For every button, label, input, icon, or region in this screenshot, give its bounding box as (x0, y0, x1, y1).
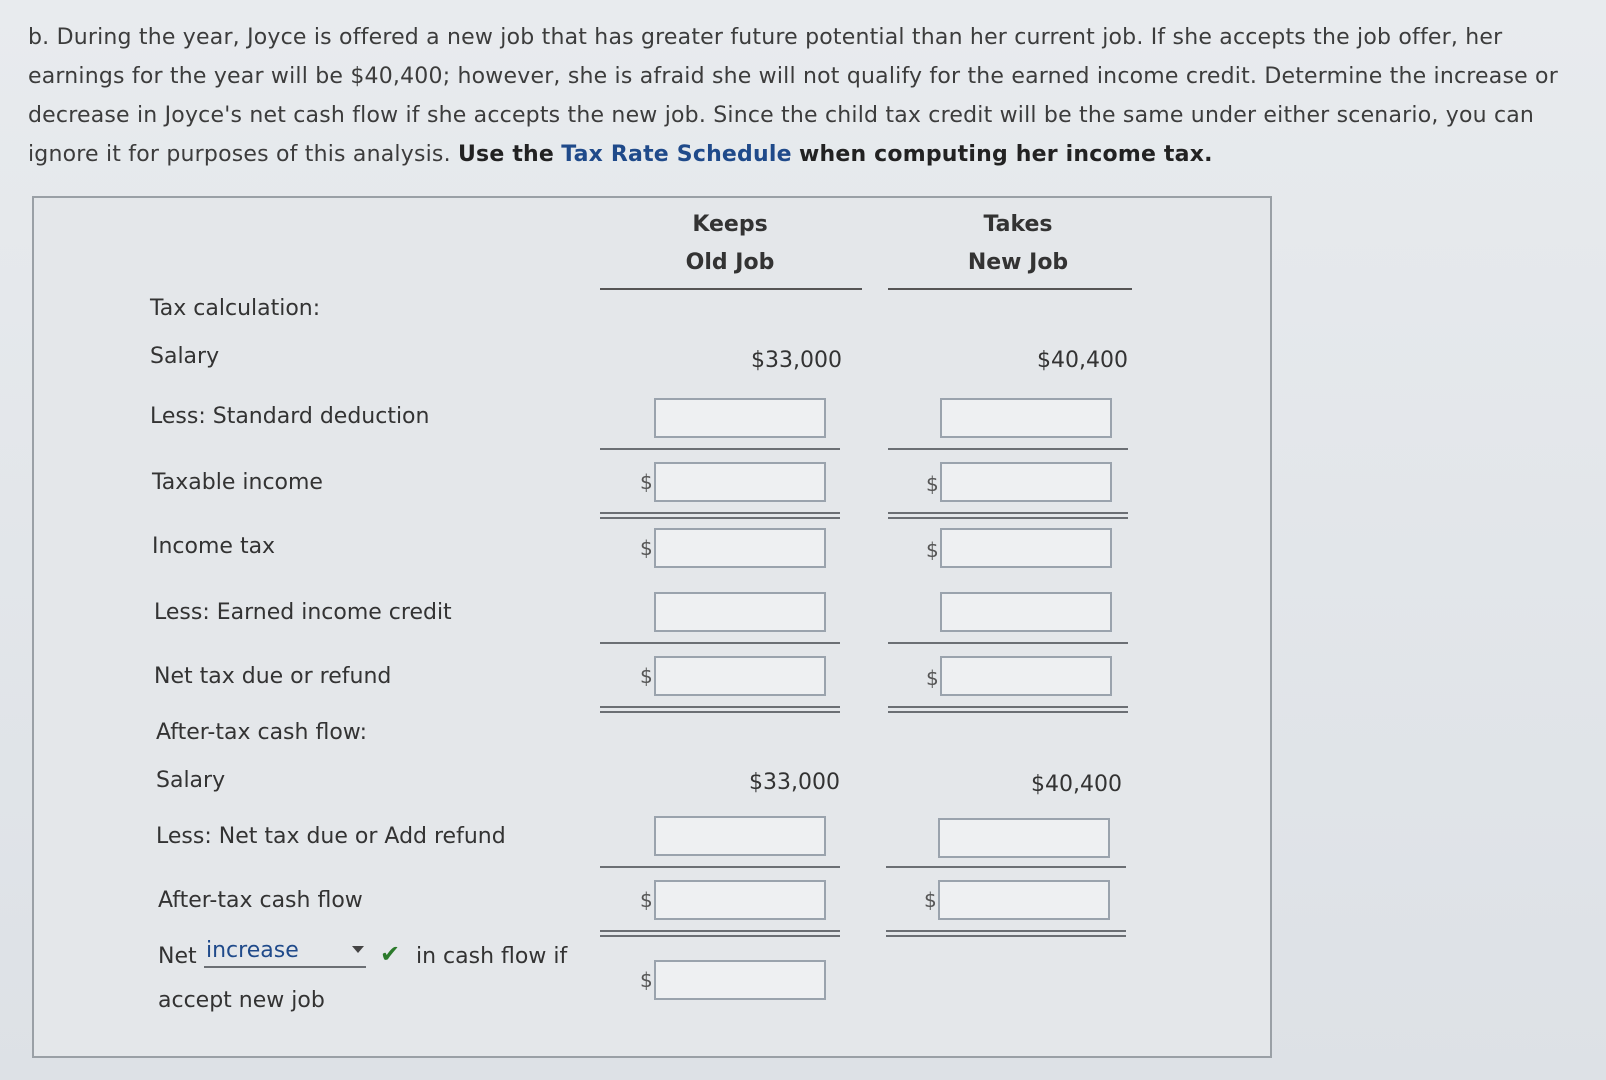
dollar-sign: $ (924, 888, 937, 912)
worksheet-panel (32, 196, 1272, 1058)
col-header-new-line1: Takes (983, 212, 1053, 237)
rule-after-tax-new (886, 930, 1126, 937)
taxable-income-label: Taxable income (152, 470, 323, 495)
old-net-tax-input[interactable] (654, 656, 826, 696)
col-header-new-line2: New Job (967, 250, 1069, 275)
rule-taxable-new (888, 512, 1128, 519)
salary2-label: Salary (156, 768, 226, 793)
col-header-old-job (600, 206, 860, 282)
question-prefix: b. (28, 25, 50, 50)
old-income-tax-input[interactable] (654, 528, 826, 568)
income-tax-label: Income tax (152, 534, 276, 559)
after-tax-heading: After-tax cash flow: (156, 720, 367, 745)
rule-net-tax-new (888, 706, 1128, 713)
dollar-sign: $ (640, 536, 653, 560)
question-body: During the year, Joyce is offered a new job that has greater future potential than her current job. If she accepts the job offer, her earnings for the year will be $40,400; however, she is afraid she will not qualify for the earned income credit. Determine the increase or decrease in Joyce's net cash flow if she accepts the new job. Since the child tax credit will be the same under either scenario, you can ignore it for purposes of this analysis. (28, 25, 1558, 167)
question-instruction-2: when computing her income tax. (798, 142, 1213, 167)
new-net-tax-input[interactable] (940, 656, 1112, 696)
new-after-tax-input[interactable] (938, 880, 1110, 920)
dropdown-selected-value: increase (206, 938, 299, 963)
old-after-tax-input[interactable] (654, 880, 826, 920)
old-salary2-value: $33,000 (749, 770, 840, 795)
dollar-sign: $ (926, 538, 939, 562)
chevron-down-icon (352, 946, 364, 953)
rule-after-tax-old (600, 930, 840, 937)
col-header-new-job (888, 206, 1148, 282)
dollar-sign: $ (640, 664, 653, 688)
new-eic-input[interactable] (940, 592, 1112, 632)
after-tax-cash-flow-label: After-tax cash flow (158, 888, 363, 913)
question-text (28, 18, 1568, 174)
new-salary-value: $40,400 (1037, 348, 1128, 373)
less-net-tax-label: Less: Net tax due or Add refund (156, 824, 506, 849)
eic-label: Less: Earned income credit (154, 600, 452, 625)
new-std-deduction-input[interactable] (940, 398, 1112, 438)
dollar-sign: $ (640, 470, 653, 494)
col-header-new-rule (888, 288, 1132, 290)
new-salary2-value: $40,400 (1031, 772, 1122, 797)
question-instruction-1: Use the (457, 142, 555, 167)
rule-net-tax-old (600, 706, 840, 713)
rule-less-net-new (886, 866, 1126, 868)
tax-rate-schedule-link[interactable]: Tax Rate Schedule (561, 142, 792, 167)
rule-taxable-old (600, 512, 840, 519)
dollar-sign: $ (926, 472, 939, 496)
tax-calc-heading: Tax calculation: (150, 296, 321, 321)
old-std-deduction-input[interactable] (654, 398, 826, 438)
old-taxable-income-input[interactable] (654, 462, 826, 502)
net-line2-label: accept new job (158, 988, 325, 1013)
rule-std-deduction-new (888, 448, 1128, 450)
new-taxable-income-input[interactable] (940, 462, 1112, 502)
new-less-net-tax-input[interactable] (938, 818, 1110, 858)
col-header-old-line1: Keeps (692, 212, 768, 237)
std-deduction-label: Less: Standard deduction (150, 404, 430, 429)
old-salary-value: $33,000 (751, 348, 842, 373)
old-eic-input[interactable] (654, 592, 826, 632)
net-change-input[interactable] (654, 960, 826, 1000)
col-header-old-line2: Old Job (685, 250, 775, 275)
net-prefix-label: Net (158, 944, 197, 969)
dollar-sign: $ (640, 888, 653, 912)
rule-less-net-old (600, 866, 840, 868)
rule-eic-old (600, 642, 840, 644)
rule-eic-new (888, 642, 1128, 644)
net-tax-label: Net tax due or refund (154, 664, 392, 689)
salary-label: Salary (150, 344, 220, 369)
dollar-sign: $ (640, 968, 653, 992)
check-icon: ✔ (380, 940, 401, 968)
col-header-old-rule (600, 288, 862, 290)
new-income-tax-input[interactable] (940, 528, 1112, 568)
net-suffix-label: in cash flow if (416, 944, 568, 969)
rule-std-deduction-old (600, 448, 840, 450)
old-less-net-tax-input[interactable] (654, 816, 826, 856)
dollar-sign: $ (926, 666, 939, 690)
net-direction-dropdown[interactable] (204, 936, 366, 968)
